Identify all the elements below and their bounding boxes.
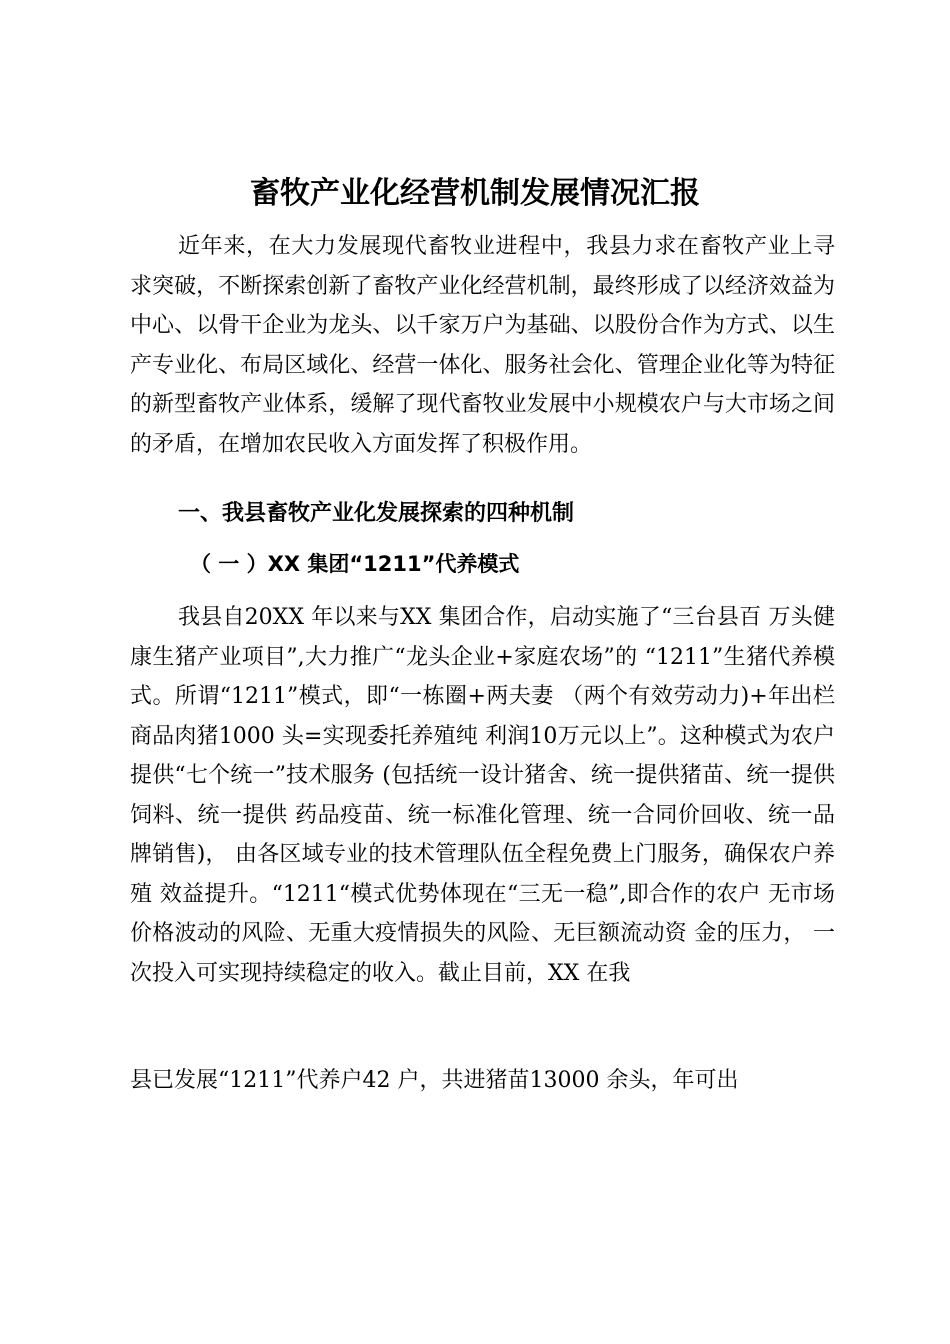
body-paragraph: 我县自20XX 年以来与XX 集团合作，启动实施了“三台县百 万头健康生猪产业项目”,大力推广“龙头企业+家庭农场”的 “1211”生猪代养模式。所谓“1211”模式，即“一栋圈+两夫妻 （两个有效劳动力)+年出栏商品肉猪1000 头=实现委托养殖纯 利润10万元以上”。这种模式为农户提供“七个统一”技术服务 (包括统一设计猪舍、统一提供猪苗、统一提供饲料、统一提供 药品疫苗、统一标准化管理、统一合同价回收、统一品牌销售)， 由各区域专业的技术管理队伍全程免费上门服务，确保农户养殖 效益提升。“1211“模式优势体现在“三无一稳”,即合作的农户 无市场价格波动的风险、无重大疫情损失的风险、无巨额流动资 金的压力， 一次投入可实现持续稳定的收入。截止目前，XX 在我 xyxy=(130,605,835,986)
continuation-paragraph: 县已发展“1211”代养户42 户，共进猪苗13000 余头，年可出 xyxy=(130,1068,739,1093)
intro-paragraph: 近年来，在大力发展现代畜牧业进程中，我县力求在畜牧产业上寻求突破，不断探索创新了畜牧产业化经营机制，最终形成了以经济效益为中心、以骨干企业为龙头、以千家万户为基础、以股份合作为方式、以生产专业化、布局区域化、经营一体化、服务社会化、管理企业化等为特征的新型畜牧产业体系，缓解了现代畜牧业发展中小规模农户与大市场之间的矛盾，在增加农民收入方面发挥了积极作用。 xyxy=(130,234,835,457)
subsection-heading: （ 一 ）XX 集团“1211”代养模式 xyxy=(190,552,520,576)
document-title: 畜牧产业化经营机制发展情况汇报 xyxy=(250,176,700,211)
section-heading: 一、我县畜牧产业化发展探索的四种机制 xyxy=(178,501,575,526)
